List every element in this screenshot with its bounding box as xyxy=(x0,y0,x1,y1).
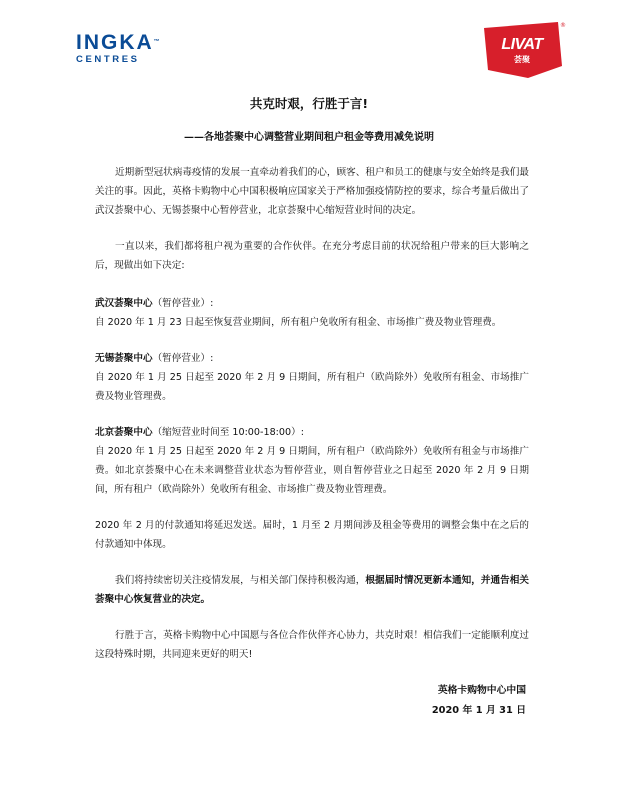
payment-paragraph: 2020 年 2 月的付款通知将延迟发送。届时，1 月至 2 月期间涉及租金等费用的调整会集中在之后的付款通知中体现。 xyxy=(95,520,529,550)
followup-paragraph xyxy=(95,571,529,609)
wuxi-heading xyxy=(95,349,529,368)
signature-org: 英格卡购物中心中国 xyxy=(437,685,526,696)
signature-block xyxy=(432,681,526,721)
page-subtitle: ——各地荟聚中心调整营业期间租户租金等费用减免说明 xyxy=(184,132,434,143)
wuhan-paragraph: 自 2020 年 1 月 23 日起至恢复营业期间，所有租户免收所有租金、市场推广费及物业管理费。 xyxy=(95,317,502,328)
livat-logo xyxy=(478,18,570,80)
beijing-heading xyxy=(95,423,529,442)
ingka-logo-text: INGKA™ xyxy=(76,31,160,54)
wuhan-heading xyxy=(95,294,529,313)
wuxi-center-name: 无锡荟聚中心 xyxy=(95,353,153,364)
ingka-centres-logo xyxy=(76,32,176,65)
followup-bold-text: 根据届时情况更新本通知，并通告相关荟聚中心恢复营业的决定。 xyxy=(95,575,530,605)
signature-date: 2020 年 1 月 31 日 xyxy=(431,705,526,716)
livat-logo-chinese: 荟聚 xyxy=(514,55,530,64)
beijing-center-name: 北京荟聚中心 xyxy=(95,427,153,438)
followup-text: 我们将持续密切关注疫情发展，与相关部门保持积极沟通， xyxy=(115,575,366,586)
beijing-paragraph: 自 2020 年 1 月 25 日起至 2020 年 2 月 9 日期间，所有租户（欧尚除外）免收所有租金与市场推广费。如北京荟聚中心在未来调整营业状态为暂停营业，则自暂停营业之日起至 2020 年 2 月 9 日期间，所有租户（欧尚除外）免收所有租金、市场推广费及物业管理费。 xyxy=(95,446,529,495)
wuxi-status: （暂停营业）: xyxy=(152,353,214,364)
letter-body xyxy=(95,163,529,664)
wuhan-center-name: 武汉荟聚中心 xyxy=(95,298,153,309)
intro-paragraph: 近期新型冠状病毒疫情的发展一直牵动着我们的心，顾客、租户和员工的健康与安全始终是我们最关注的事。因此，英格卡购物中心中国积极响应国家关于严格加强疫情防控的要求，综合考量后做出了武汉荟聚中心、无锡荟聚中心暂停营业，北京荟聚中心缩短营业时间的决定。 xyxy=(95,167,529,216)
wuxi-paragraph: 自 2020 年 1 月 25 日起至 2020 年 2 月 9 日期间，所有租户（欧尚除外）免收所有租金、市场推广费及物业管理费。 xyxy=(95,372,529,402)
centres-logo-text: CENTRES xyxy=(76,54,140,65)
wuhan-status: （暂停营业）: xyxy=(152,298,214,309)
closing-paragraph: 行胜于言，英格卡购物中心中国愿与各位合作伙伴齐心协力，共克时艰！相信我们一定能顺利度过这段特殊时期，共同迎来更好的明天! xyxy=(95,630,529,660)
page-title: 共克时艰，行胜于言! xyxy=(249,96,369,111)
registered-mark: ® xyxy=(560,22,566,29)
partner-paragraph: 一直以来，我们都将租户视为重要的合作伙伴。在充分考虑目前的状况给租户带来的巨大影响之后，现做出如下决定: xyxy=(95,241,529,271)
livat-logo-text: LIVAT xyxy=(501,36,543,53)
beijing-status: （缩短营业时间至 10:00-18:00）: xyxy=(152,427,304,438)
